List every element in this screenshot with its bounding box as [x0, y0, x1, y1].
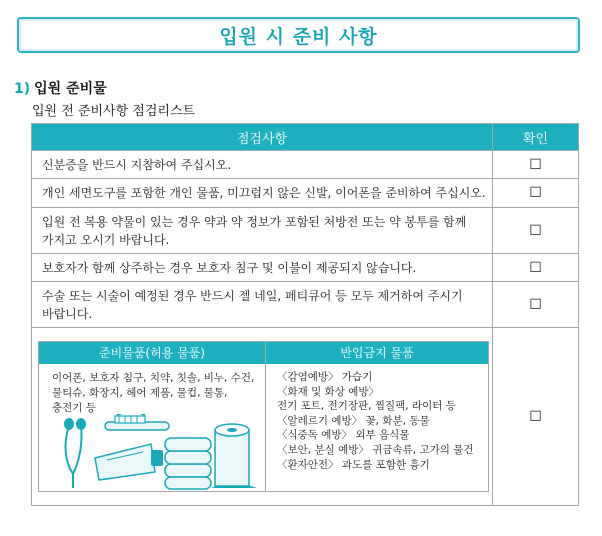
row-text: 신분증을 반드시 지참하여 주십시오.: [32, 151, 493, 179]
toiletries-illustration: [47, 414, 259, 490]
checkbox[interactable]: ☐: [529, 296, 542, 313]
tissue-roll-icon: [211, 424, 257, 488]
banned-line: 〈알레르기 예방〉 꽃, 화분, 동물: [277, 414, 430, 427]
table-row: [32, 151, 579, 179]
row-text: [32, 208, 493, 254]
items-box-cell: [32, 328, 493, 506]
section-number: 1): [14, 81, 31, 97]
toothbrush-icon: [105, 414, 169, 430]
row-text-line: 입원 전 복용 약물이 있는 경우 약과 약 정보가 포함된 처방전 또는 약 봉투를 함께: [42, 214, 467, 229]
checkbox-cell[interactable]: [493, 282, 579, 328]
items-box: [38, 341, 489, 492]
row-text-line: 바랍니다.: [42, 306, 93, 321]
banned-line: 〈화재 및 화상 예방〉: [277, 385, 380, 398]
checkbox[interactable]: ☐: [529, 156, 542, 173]
row-text: [32, 282, 493, 328]
checkbox[interactable]: ☐: [529, 185, 542, 201]
table-row: [32, 254, 579, 282]
toothpaste-icon: [95, 444, 163, 480]
table-row: [32, 282, 579, 328]
checklist-table: [31, 123, 579, 506]
allowed-items-list: [52, 371, 257, 416]
row-text: 보호자가 함께 상주하는 경우 보호자 침구 및 이불이 제공되지 않습니다.: [32, 254, 493, 282]
row-text-line: 가지고 오시기 바랍니다.: [42, 232, 170, 247]
header-check: 확인: [493, 124, 579, 151]
allowed-line: 물티슈, 화장지, 헤어 제품, 물컵, 물통,: [52, 387, 228, 399]
checkbox-cell[interactable]: [493, 179, 579, 208]
table-header-row: [32, 124, 579, 151]
page-title: 입원 시 준비 사항: [219, 25, 378, 48]
checkbox-cell[interactable]: [493, 328, 579, 506]
checkbox[interactable]: ☐: [529, 222, 542, 239]
title-banner: [17, 17, 580, 53]
section-heading: [14, 78, 107, 98]
banned-line: 〈식중독 예방〉 외부 음식물: [277, 429, 410, 442]
table-row: [32, 208, 579, 254]
checkbox[interactable]: ☐: [529, 408, 542, 425]
towel-icon: [165, 438, 211, 489]
allowed-items-title: 준비물품(허용 물품): [39, 342, 265, 364]
row-text-line: 수술 또는 시술이 예정된 경우 반드시 젤 네일, 페티큐어 등 모두 제거하여 주시기: [42, 288, 463, 303]
table-row: [32, 179, 579, 208]
banned-items-title: 반입금지 물품: [266, 342, 488, 364]
column-divider: [265, 342, 266, 491]
banned-line: 〈감염예방〉 가습기: [277, 371, 373, 383]
earphones-icon: [65, 419, 85, 488]
allowed-line: 이어폰, 보호자 침구, 치약, 칫솔, 비누, 수건,: [52, 372, 255, 384]
header-item: 점검사항: [32, 124, 493, 151]
banned-line: 전기 포트, 전기장판, 찜질팩, 라이터 등: [277, 400, 456, 413]
allowed-line: 충전기 등: [52, 402, 96, 414]
table-row: [32, 328, 579, 506]
checkbox-cell[interactable]: [493, 254, 579, 282]
checkbox[interactable]: ☐: [529, 259, 542, 276]
banned-items-list: [277, 370, 482, 472]
banned-line: 〈보안, 분실 예방〉 귀금속류, 고가의 물건: [277, 443, 474, 456]
checkbox-cell[interactable]: [493, 208, 579, 254]
banned-line: 〈환자안전〉 과도를 포함한 흉기: [277, 458, 430, 471]
section-title: 입원 준비물: [34, 81, 107, 97]
checkbox-cell[interactable]: [493, 151, 579, 179]
section-subheading: 입원 전 준비사항 점검리스트: [32, 104, 196, 119]
row-text: 개인 세면도구를 포함한 개인 물품, 미끄럽지 않은 신발, 이어폰을 준비하여 주십시오.: [32, 179, 493, 208]
